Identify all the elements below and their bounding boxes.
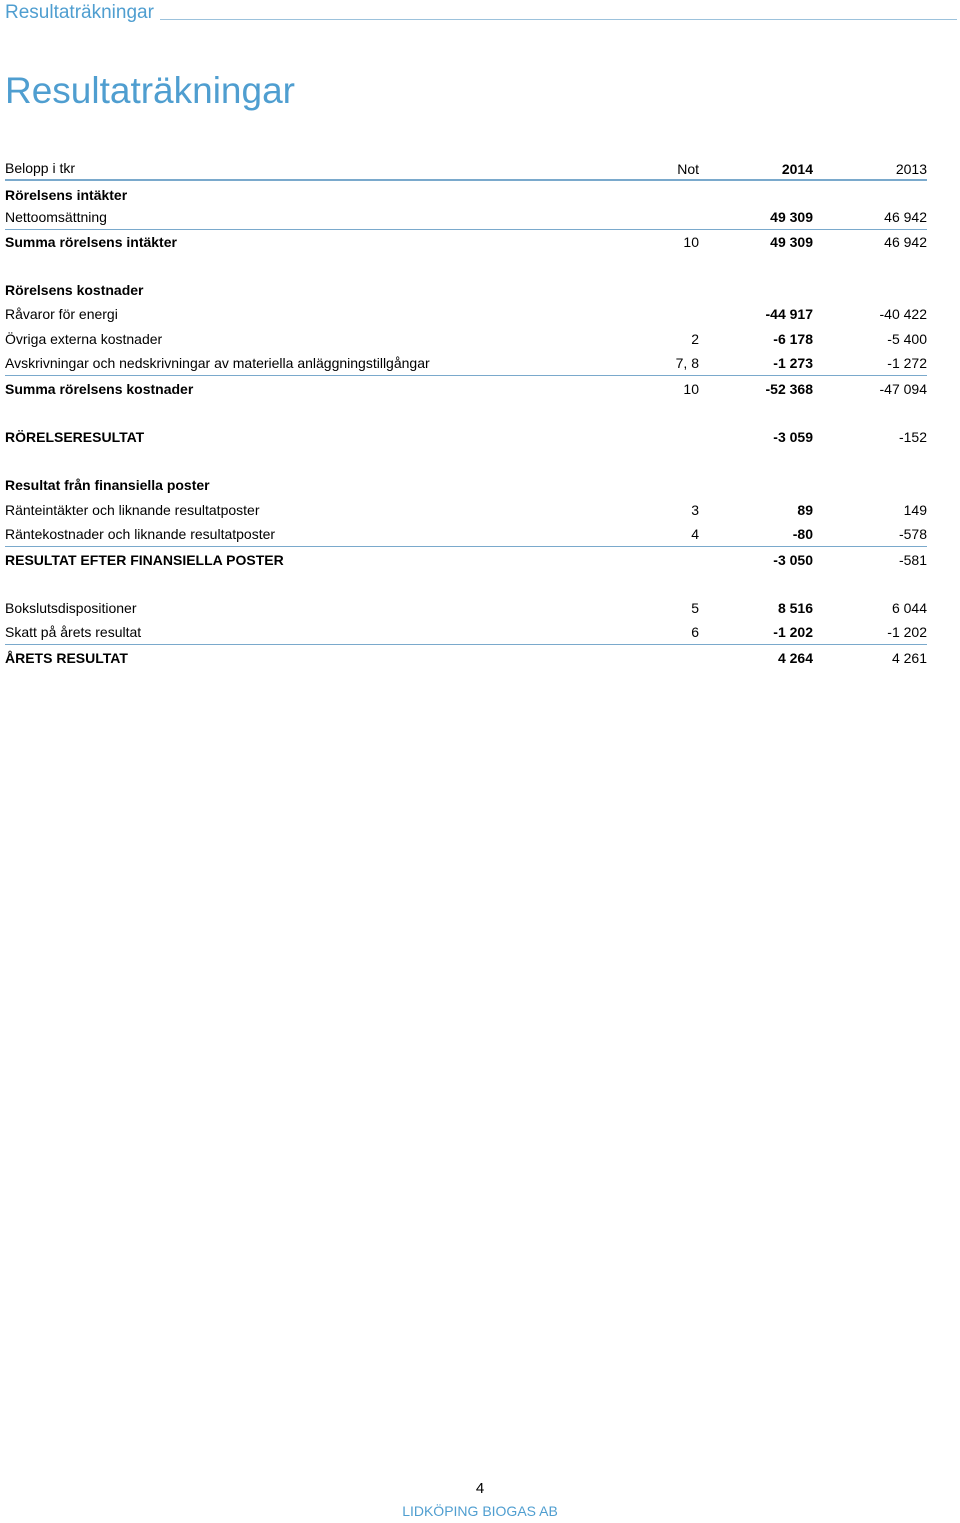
row-note: 5 bbox=[691, 600, 699, 616]
section-heading-financial-items bbox=[5, 475, 927, 495]
row-value-2014: -52 368 bbox=[765, 381, 813, 397]
page-number: 4 bbox=[475, 1480, 485, 1497]
row-value-2014: 49 309 bbox=[770, 234, 813, 250]
row-value-2014: -1 202 bbox=[773, 624, 813, 640]
row-label: Resultat från finansiella poster bbox=[5, 477, 210, 493]
row-label: Övriga externa kostnader bbox=[5, 331, 163, 347]
table-row-subtotal bbox=[5, 379, 927, 399]
column-header-2013: 2013 bbox=[895, 161, 927, 177]
row-value-2013: 4 261 bbox=[891, 650, 927, 666]
row-note: 10 bbox=[683, 381, 699, 397]
table-row bbox=[5, 304, 927, 324]
row-value-2014: -44 917 bbox=[765, 306, 813, 322]
row-label: RESULTAT EFTER FINANSIELLA POSTER bbox=[5, 552, 284, 568]
row-note: 7, 8 bbox=[675, 355, 699, 371]
row-value-2013: 46 942 bbox=[884, 234, 927, 250]
row-divider bbox=[5, 546, 927, 547]
table-row-result-after-financial bbox=[5, 550, 927, 570]
table-row bbox=[5, 500, 927, 520]
row-value-2013: -40 422 bbox=[879, 306, 927, 322]
row-note: 10 bbox=[683, 234, 699, 250]
column-header-2014: 2014 bbox=[781, 161, 813, 177]
header-divider bbox=[5, 179, 927, 181]
row-value-2013: -1 202 bbox=[887, 624, 927, 640]
row-value-2013: -5 400 bbox=[887, 331, 927, 347]
row-label: Ränteintäkter och liknande resultatposter bbox=[5, 502, 260, 518]
table-row bbox=[5, 207, 927, 227]
row-value-2013: -581 bbox=[898, 552, 927, 568]
row-label: Råvaror för energi bbox=[5, 306, 118, 322]
row-value-2014: -1 273 bbox=[773, 355, 813, 371]
row-label: Rörelsens intäkter bbox=[5, 187, 128, 203]
row-value-2014: -3 059 bbox=[773, 429, 813, 445]
row-divider bbox=[5, 644, 927, 645]
row-value-2014: 8 516 bbox=[777, 600, 813, 616]
table-row-operating-result bbox=[5, 427, 927, 447]
row-note: 4 bbox=[691, 526, 699, 542]
table-row bbox=[5, 622, 927, 642]
row-value-2014: 4 264 bbox=[777, 650, 813, 666]
row-value-2013: 6 044 bbox=[891, 600, 927, 616]
row-note: 6 bbox=[691, 624, 699, 640]
row-value-2013: -47 094 bbox=[879, 381, 927, 397]
running-header-title: Resultaträkningar bbox=[5, 2, 154, 23]
row-divider bbox=[5, 229, 927, 230]
column-header-amount-unit: Belopp i tkr bbox=[5, 160, 76, 176]
page-title: Resultaträkningar bbox=[5, 70, 295, 111]
row-value-2014: -80 bbox=[792, 526, 813, 542]
table-row bbox=[5, 329, 927, 349]
row-label: RÖRELSERESULTAT bbox=[5, 429, 145, 445]
footer-company-name: LIDKÖPING BIOGAS AB bbox=[402, 1503, 558, 1519]
table-row bbox=[5, 353, 927, 373]
running-header bbox=[5, 2, 957, 24]
row-value-2013: -1 272 bbox=[887, 355, 927, 371]
table-row bbox=[5, 524, 927, 544]
table-row-subtotal bbox=[5, 232, 927, 252]
table-row-net-result bbox=[5, 648, 927, 668]
row-label: Rörelsens kostnader bbox=[5, 282, 144, 298]
table-header-row bbox=[5, 158, 927, 178]
row-value-2014: -6 178 bbox=[773, 331, 813, 347]
row-value-2013: -578 bbox=[898, 526, 927, 542]
row-value-2014: -3 050 bbox=[773, 552, 813, 568]
row-value-2013: -152 bbox=[898, 429, 927, 445]
row-label: Skatt på årets resultat bbox=[5, 624, 142, 640]
row-value-2014: 49 309 bbox=[770, 209, 813, 225]
table-row bbox=[5, 598, 927, 618]
row-label: ÅRETS RESULTAT bbox=[5, 650, 128, 666]
section-heading-operating-income bbox=[5, 185, 927, 205]
row-label: Summa rörelsens kostnader bbox=[5, 381, 194, 397]
row-divider bbox=[5, 375, 927, 376]
running-header-rule bbox=[160, 19, 957, 20]
row-value-2013: 46 942 bbox=[884, 209, 927, 225]
row-value-2014: 89 bbox=[797, 502, 813, 518]
row-label: Räntekostnader och liknande resultatposter bbox=[5, 526, 276, 542]
row-label: Bokslutsdispositioner bbox=[5, 600, 137, 616]
row-label: Nettoomsättning bbox=[5, 209, 107, 225]
section-heading-operating-costs bbox=[5, 280, 927, 300]
row-note: 3 bbox=[691, 502, 699, 518]
row-note: 2 bbox=[691, 331, 699, 347]
row-label: Avskrivningar och nedskrivningar av materiella anläggningstillgångar bbox=[5, 355, 430, 371]
row-label: Summa rörelsens intäkter bbox=[5, 234, 177, 250]
row-value-2013: 149 bbox=[903, 502, 927, 518]
column-header-note: Not bbox=[677, 161, 699, 177]
